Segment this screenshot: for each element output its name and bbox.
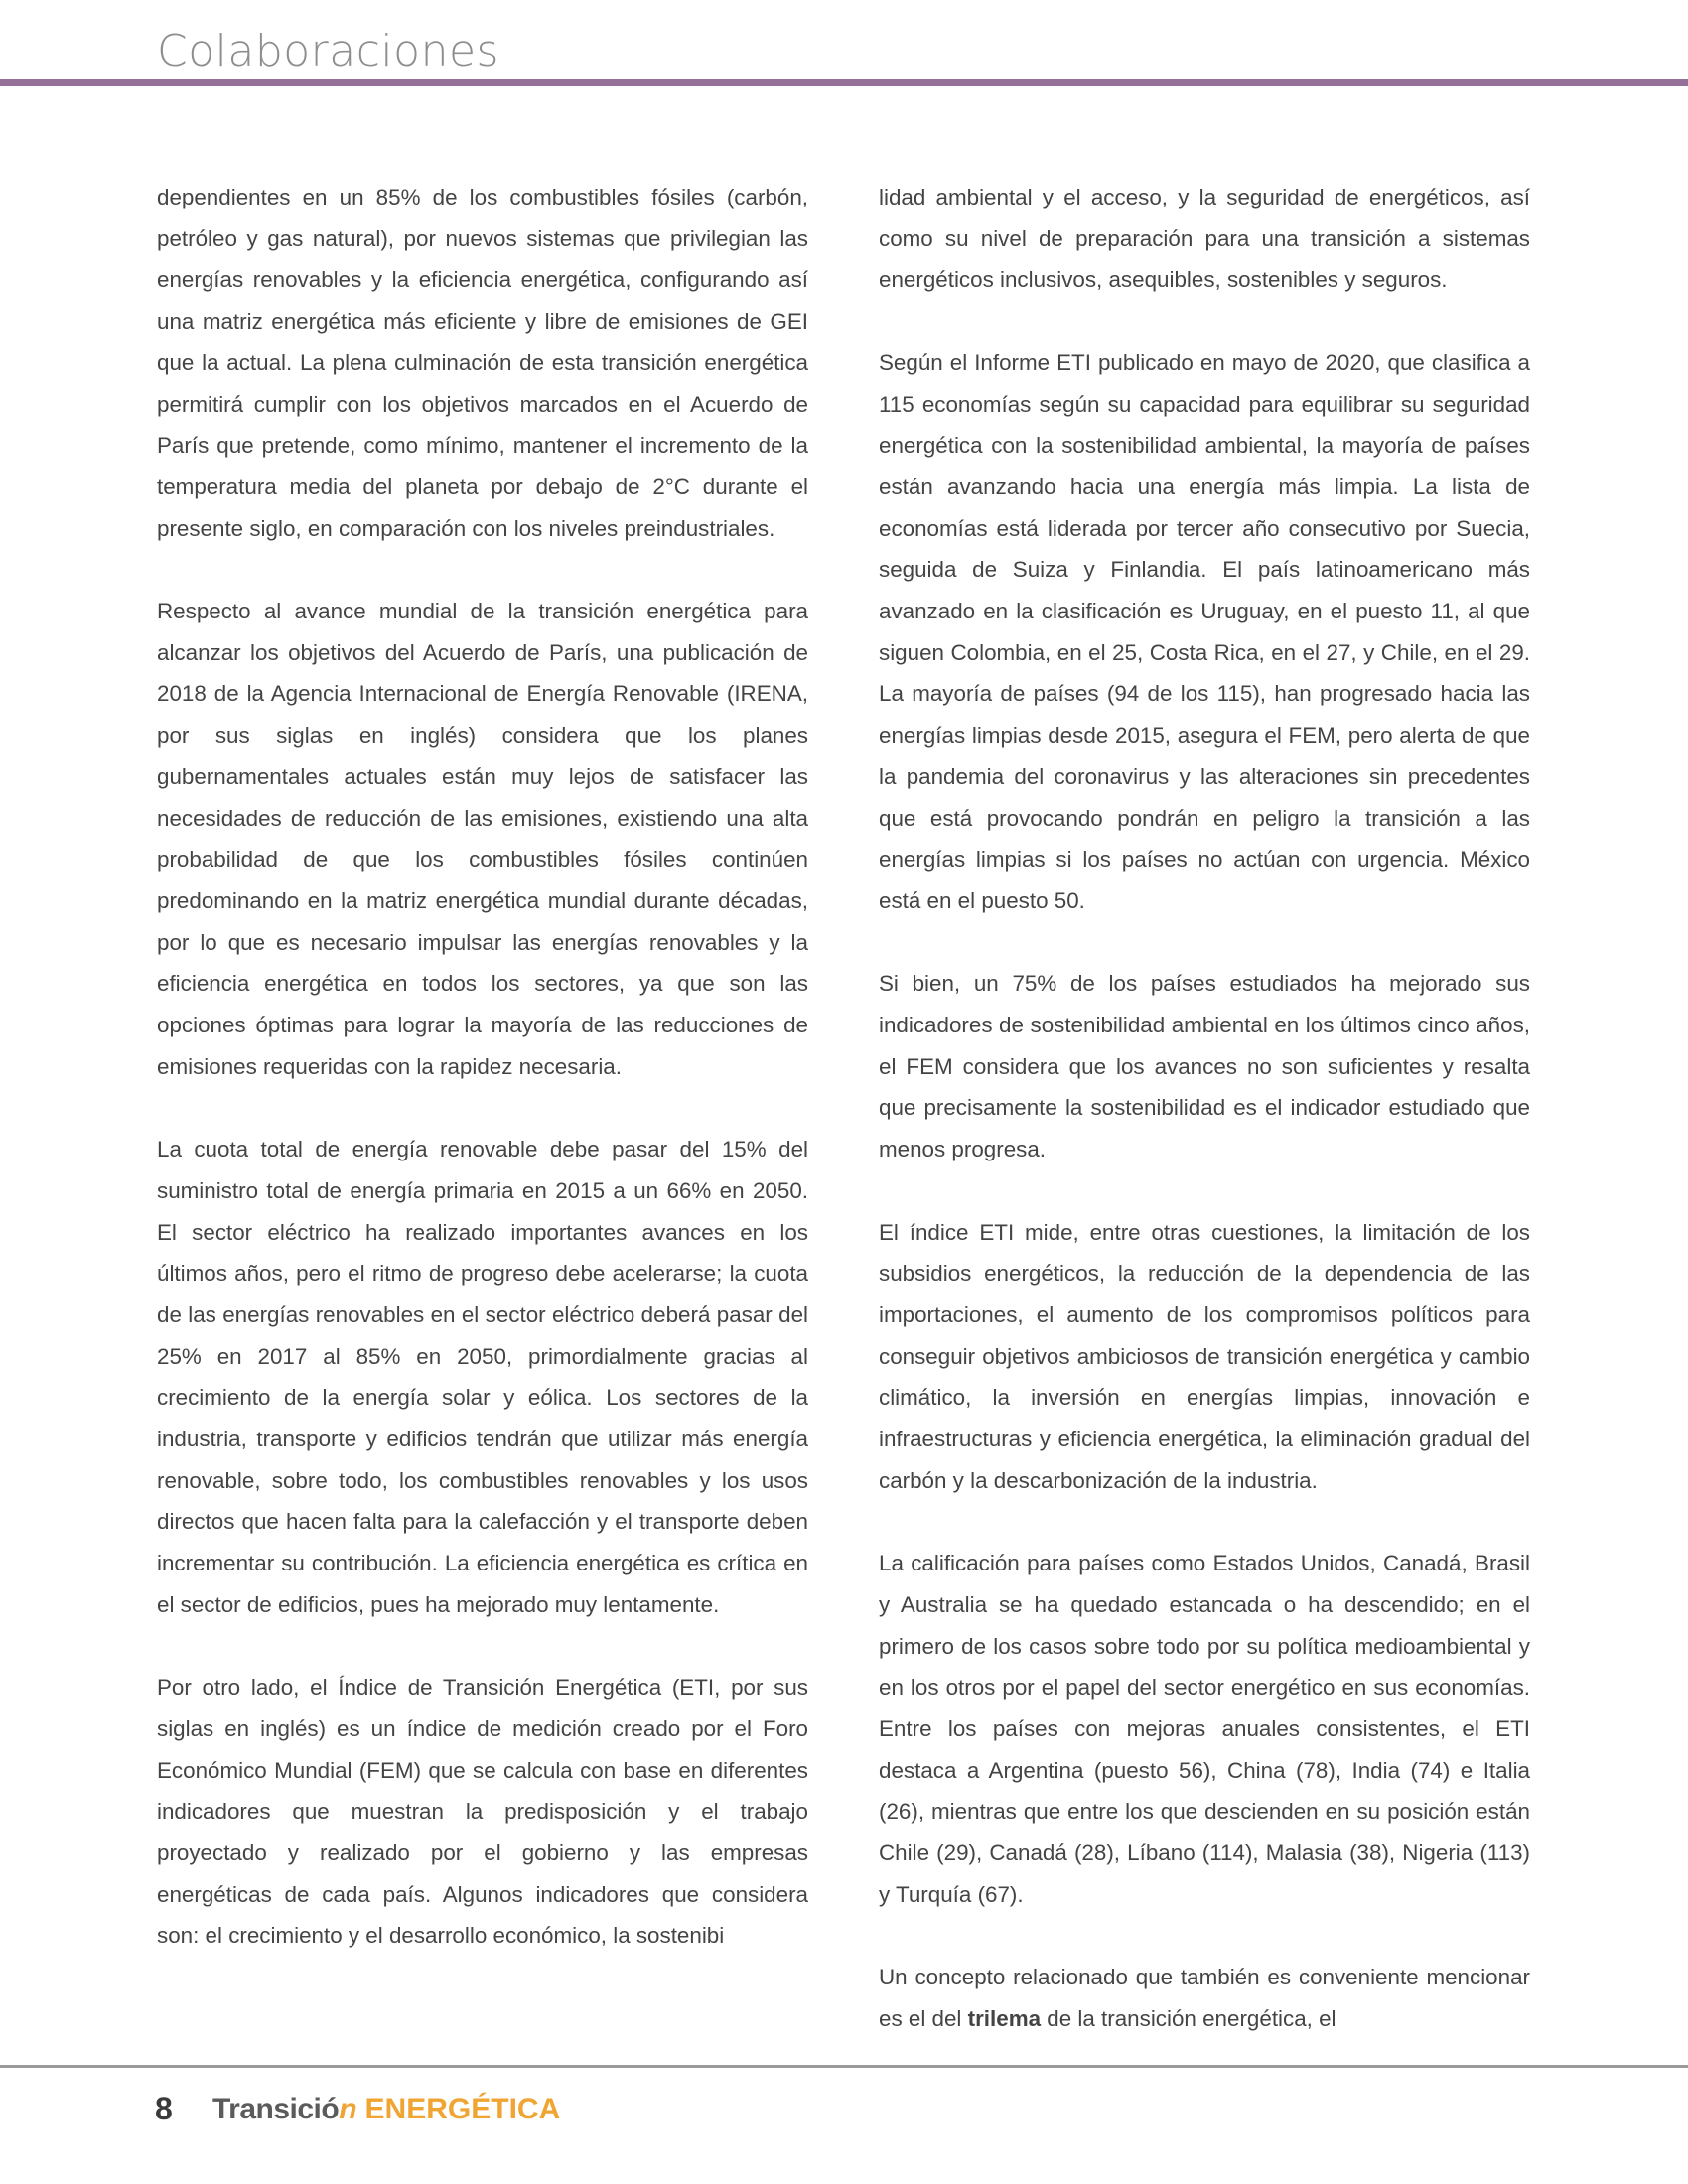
- logo-text-energetica: ENERGÉTICA: [364, 2093, 561, 2125]
- right-column: [879, 177, 1530, 2040]
- logo-text-part: Transició: [212, 2093, 340, 2125]
- paragraph-text: Un concepto relacionado que también es conveniente mencionar es el del: [879, 1965, 1530, 2031]
- page-number: 8: [155, 2091, 173, 2126]
- footer-divider: [0, 2065, 1688, 2068]
- right-paragraph-5: La calificación para países como Estados Unidos, Canadá, Brasil y Australia se ha quedado estancada o ha descendido; en el primero de los casos sobre todo por su política medioambiental y en los otros por el papel del sector energético en sus economías. Entre los países con mejoras anuales consistentes, el ETI destaca a Argentina (puesto 56), China (78), India (74) e Italia (26), mientras que entre los que descienden en su posición están Chile (29), Canadá (28), Líbano (114), Malasia (38), Nigeria (113) y Turquía (67).: [879, 1551, 1530, 1907]
- right-paragraph-2: Según el Informe ETI publicado en mayo de 2020, que clasifica a 115 economías según su capacidad para equilibrar su seguridad energética con la sostenibilidad ambiental, la mayoría de países están avanzando hacia una energía más limpia. La lista de economías está liderada por tercer año consecutivo por Suecia, seguida de Suiza y Finlandia. El país latinoamericano más avanzado en la clasificación es Uruguay, en el puesto 11, al que siguen Colombia, en el 25, Costa Rica, en el 27, y Chile, en el 29. La mayoría de países (94 de los 115), han progresado hacia las energías limpias desde 2015, asegura el FEM, pero alerta de que la pandemia del coronavirus y las alteraciones sin precedentes que está provocando pondrán en peligro la transición a las energías limpias si los países no actúan con urgencia. México está en el puesto 50.: [879, 349, 1530, 913]
- bold-term: trilema: [967, 2005, 1042, 2031]
- right-paragraph-4: El índice ETI mide, entre otras cuestiones, la limitación de los subsidios energéticos, la reducción de la dependencia de las importaciones, el aumento de los compromisos políticos para conseguir objetivos ambiciosos de transición energética y cambio climático, la inversión en energías limpias, innovación e infraestructuras y eficiencia energética, la eliminación gradual del carbón y la descarbonización de la industria.: [879, 1219, 1530, 1493]
- left-paragraph-3: La cuota total de energía renovable debe pasar del 15% del suministro total de energía primaria en 2015 a un 66% en 2050. El sector eléctrico ha realizado importantes avances en los últimos años, pero el ritmo de progreso debe acelerarse; la cuota de las energías renovables en el sector eléctrico deberá pasar del 25% en 2017 al 85% en 2050, primordialmente gracias al crecimiento de la energía solar y eólica. Los sectores de la industria, transporte y edificios tendrán que utilizar más energía renovable, sobre todo, los combustibles renovables y los usos directos que hacen falta para la calefacción y el transporte deben incrementar su contribución. La eficiencia energética es crítica en el sector de edificios, pues ha mejorado muy lentamente.: [157, 1137, 808, 1617]
- right-paragraph-6: [879, 1957, 1530, 2039]
- right-paragraph-1: lidad ambiental y el acceso, y la seguridad de energéticos, así como su nivel de preparación para una transición a sistemas energéticos inclusivos, asequibles, sostenibles y seguros.: [879, 185, 1530, 293]
- left-paragraph-1: dependientes en un 85% de los combustibles fósiles (carbón, petróleo y gas natural), por nuevos sistemas que privilegian las energías renovables y la eficiencia energética, configurando así una matriz energética más eficiente y libre de emisiones de GEI que la actual. La plena culminación de esta transición energética permitirá cumplir con los objetivos marcados en el Acuerdo de París que pretende, como mínimo, mantener el incremento de la temperatura media del planeta por debajo de 2°C durante el presente siglo, en comparación con los niveles preindustriales.: [157, 185, 808, 541]
- right-paragraph-3: Si bien, un 75% de los países estudiados ha mejorado sus indicadores de sostenibilidad ambiental en los últimos cinco años, el FEM considera que los avances no son suficientes y resalta que precisamente la sostenibilidad es el indicador estudiado que menos progresa.: [879, 971, 1530, 1162]
- left-paragraph-2: Respecto al avance mundial de la transición energética para alcanzar los objetivos del Acuerdo de París, una publicación de 2018 de la Agencia Internacional de Energía Renovable (IRENA, por sus siglas en inglés) considera que los planes gubernamentales actuales están muy lejos de satisfacer las necesidades de reducción de las emisiones, existiendo una alta probabilidad de que los combustibles fósiles continúen predominando en la matriz energética mundial durante décadas, por lo que es necesario impulsar las energías renovables y la eficiencia energética en todos los sectores, ya que son las opciones óptimas para lograr la mayoría de las reducciones de emisiones requeridas con la rapidez necesaria.: [157, 599, 808, 1079]
- left-column: [157, 177, 808, 1957]
- header-divider: [0, 79, 1688, 86]
- logo-text-accent: n: [339, 2093, 357, 2125]
- paragraph-text: de la transición energética, el: [1041, 2005, 1336, 2031]
- publication-logo: [212, 2093, 560, 2126]
- left-paragraph-4: Por otro lado, el Índice de Transición Energética (ETI, por sus siglas en inglés) es un índice de medición creado por el Foro Económico Mundial (FEM) que se calcula con base en diferentes indicadores que muestran la predisposición y el trabajo proyectado y realizado por el gobierno y las empresas energéticas de cada país. Algunos indicadores que considera son: el crecimiento y el desarrollo económico, la sostenibi: [157, 1675, 808, 1949]
- section-title: Colaboraciones: [157, 26, 499, 76]
